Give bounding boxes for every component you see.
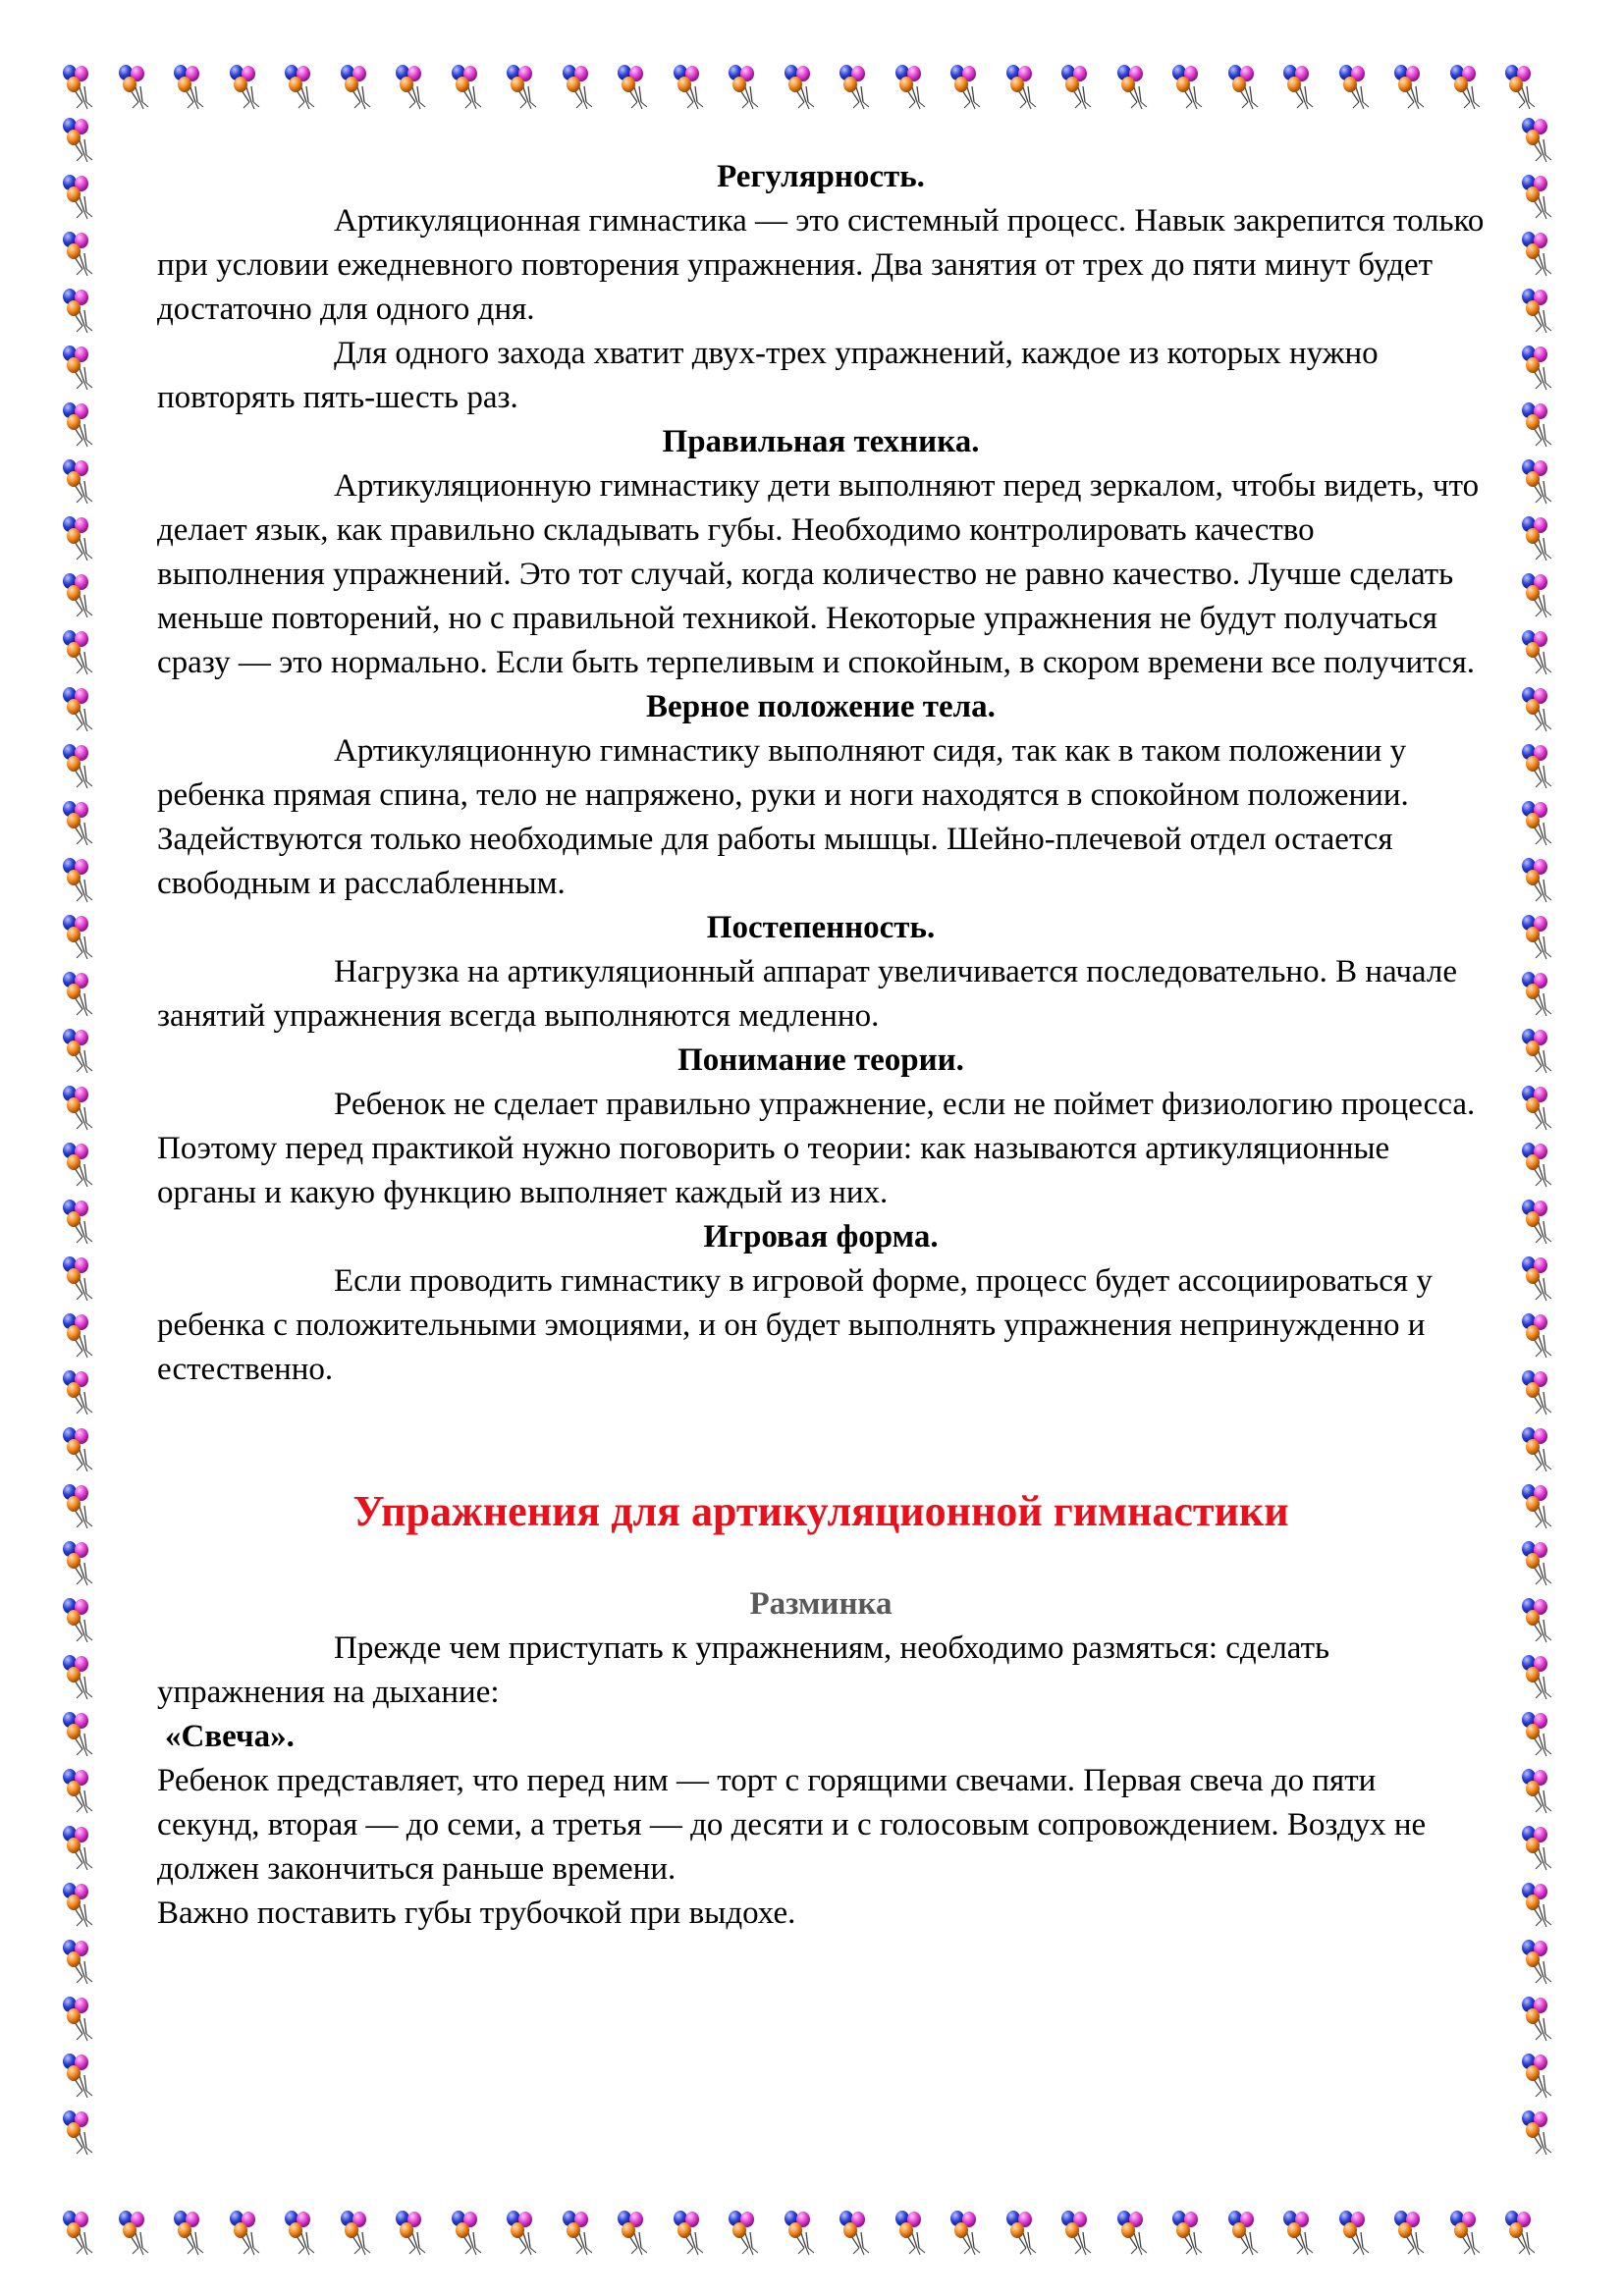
balloon-bunch-icon xyxy=(1172,65,1202,109)
balloon-bunch-icon xyxy=(174,65,203,109)
warmup-heading: Разминка xyxy=(749,1586,893,1622)
balloon-bunch-icon xyxy=(1283,2211,1313,2255)
balloon-bunch-icon xyxy=(507,2211,536,2255)
balloon-bunch-icon xyxy=(1522,1313,1551,1358)
balloon-bunch-icon xyxy=(63,1541,92,1585)
balloon-bunch-icon xyxy=(63,1143,92,1187)
balloon-bunch-icon xyxy=(1522,801,1551,845)
balloon-bunch-icon xyxy=(1117,2211,1147,2255)
balloon-bunch-icon xyxy=(230,65,259,109)
balloon-bunch-icon xyxy=(1117,65,1147,109)
balloon-bunch-icon xyxy=(1522,744,1551,788)
balloon-bunch-icon xyxy=(785,65,814,109)
exercise-name: «Свеча». xyxy=(165,1719,295,1754)
balloon-bunch-icon xyxy=(63,1484,92,1528)
balloon-bunch-icon xyxy=(1522,1143,1551,1187)
balloon-bunch-icon xyxy=(1522,1940,1551,1984)
balloon-bunch-icon xyxy=(341,2211,370,2255)
balloon-bunch-icon xyxy=(63,1598,92,1642)
balloon-bunch-icon xyxy=(1522,1029,1551,1073)
paragraph: Артикуляционная гимнастика — это системный процесс. Навык закрепится только при условии ежедневного повторения упражнения. Два занятия от трех до пяти минут будет достаточно для одного дня. xyxy=(157,203,1485,327)
balloon-bunch-icon xyxy=(1006,2211,1036,2255)
balloon-bunch-icon xyxy=(63,2054,92,2098)
balloon-bunch-icon xyxy=(729,65,758,109)
balloon-bunch-icon xyxy=(63,630,92,674)
paragraph: Артикуляционную гимнастику выполняют сидя, так как в таком положении у ребенка прямая спина, тело не напряжено, руки и ноги находятся в спокойном положении. Задействуются только необходимые для работы мышцы. Шейно-плечевой отдел остается свободным и расслабленным. xyxy=(157,733,1409,901)
balloon-bunch-icon xyxy=(341,65,370,109)
balloon-bunch-icon xyxy=(1172,2211,1202,2255)
balloon-bunch-icon xyxy=(63,744,92,788)
balloon-bunch-icon xyxy=(1522,402,1551,447)
balloon-bunch-icon xyxy=(1522,573,1551,617)
balloon-bunch-icon xyxy=(63,687,92,731)
balloon-bunch-icon xyxy=(1505,2211,1535,2255)
balloon-bunch-icon xyxy=(618,65,647,109)
balloon-bunch-icon xyxy=(63,175,92,219)
balloon-bunch-icon xyxy=(1522,1541,1551,1585)
paragraph: Ребенок не сделает правильно упражнение, если не поймет физиологию процесса. Поэтому перед практикой нужно поговорить о теории: как называются артикуляционные органы и какую функцию выполняет каждый из них. xyxy=(157,1087,1476,1210)
balloon-bunch-icon xyxy=(950,65,980,109)
balloon-bunch-icon xyxy=(1522,1769,1551,1813)
section-heading-body-position: Верное положение тела. xyxy=(646,689,996,724)
balloon-bunch-icon xyxy=(63,573,92,617)
paragraph: Прежде чем приступать к упражнениям, необходимо размяться: сделать упражнения на дыхание: xyxy=(157,1630,1330,1710)
exercises-title: Упражнения для артикуляционной гимнастики xyxy=(352,1487,1289,1535)
balloon-bunch-icon xyxy=(63,118,92,162)
balloon-bunch-icon xyxy=(63,1256,92,1301)
balloon-bunch-icon xyxy=(63,972,92,1016)
balloon-bunch-icon xyxy=(63,1427,92,1471)
paragraph: Для одного захода хватит двух-трех упражнений, каждое из которых нужно повторять пять-шесть раз. xyxy=(157,336,1379,415)
balloon-bunch-icon xyxy=(1522,289,1551,333)
paragraph: Артикуляционную гимнастику дети выполняют перед зеркалом, чтобы видеть, что делает язык, как правильно складывать губы. Необходимо контролировать качество выполнения упражнений. Это тот случай, когда количество не равно качество. Лучше сделать меньше повторений, но с правильной техникой. Некоторые упражнения не будут получаться сразу — это нормально. Если быть терпеливым и спокойным, в скором времени все получится. xyxy=(157,468,1480,680)
balloon-bunch-icon xyxy=(63,232,92,276)
balloon-bunch-icon xyxy=(1522,1883,1551,1927)
balloon-bunch-icon xyxy=(63,1313,92,1358)
balloon-bunch-icon xyxy=(452,65,481,109)
balloon-bunch-icon xyxy=(1522,346,1551,390)
balloon-bunch-icon xyxy=(1522,630,1551,674)
balloon-bunch-icon xyxy=(1394,2211,1424,2255)
balloon-bunch-icon xyxy=(63,2211,92,2255)
balloon-bunch-icon xyxy=(230,2211,259,2255)
balloon-bunch-icon xyxy=(63,1655,92,1699)
section-heading-technique: Правильная техника. xyxy=(662,424,980,459)
balloon-bunch-icon xyxy=(63,915,92,959)
balloon-bunch-icon xyxy=(1450,65,1480,109)
balloon-bunch-icon xyxy=(396,2211,425,2255)
balloon-bunch-icon xyxy=(1339,2211,1369,2255)
balloon-bunch-icon xyxy=(1339,65,1369,109)
balloon-bunch-icon xyxy=(1522,516,1551,561)
balloon-bunch-icon xyxy=(1522,118,1551,162)
balloon-bunch-icon xyxy=(839,2211,869,2255)
balloon-bunch-icon xyxy=(507,65,536,109)
balloon-bunch-icon xyxy=(674,2211,703,2255)
paragraph: Нагрузка на артикуляционный аппарат увеличивается последовательно. В начале занятий упражнения всегда выполняются медленно. xyxy=(157,954,1457,1034)
balloon-bunch-icon xyxy=(1522,1427,1551,1471)
balloon-bunch-icon xyxy=(174,2211,203,2255)
balloon-bunch-icon xyxy=(63,1769,92,1813)
balloon-bunch-icon xyxy=(1283,65,1313,109)
balloon-bunch-icon xyxy=(895,2211,925,2255)
balloon-bunch-icon xyxy=(1522,2110,1551,2155)
balloon-bunch-icon xyxy=(119,2211,148,2255)
balloon-bunch-icon xyxy=(1394,65,1424,109)
balloon-bunch-icon xyxy=(63,402,92,447)
paragraph: Если проводить гимнастику в игровой форме, процесс будет ассоциироваться у ребенка с положительными эмоциями, и он будет выполнять упражнения непринужденно и естественно. xyxy=(157,1263,1433,1387)
balloon-bunch-icon xyxy=(452,2211,481,2255)
section-heading-theory: Понимание теории. xyxy=(677,1042,964,1078)
balloon-bunch-icon xyxy=(1522,1256,1551,1301)
balloon-bunch-icon xyxy=(1522,915,1551,959)
balloon-bunch-icon xyxy=(63,1200,92,1244)
balloon-bunch-icon xyxy=(63,1997,92,2041)
balloon-bunch-icon xyxy=(1522,1655,1551,1699)
balloon-bunch-icon xyxy=(1522,1086,1551,1130)
balloon-bunch-icon xyxy=(63,1370,92,1415)
balloon-bunch-icon xyxy=(1061,2211,1091,2255)
balloon-bunch-icon xyxy=(729,2211,758,2255)
balloon-bunch-icon xyxy=(1228,65,1258,109)
balloon-bunch-icon xyxy=(563,2211,592,2255)
balloon-bunch-icon xyxy=(1006,65,1036,109)
balloon-bunch-icon xyxy=(1522,175,1551,219)
balloon-bunch-icon xyxy=(285,65,314,109)
balloon-bunch-icon xyxy=(63,289,92,333)
balloon-bunch-icon xyxy=(63,1086,92,1130)
balloon-bunch-icon xyxy=(1522,1712,1551,1756)
balloon-bunch-icon xyxy=(674,65,703,109)
balloon-bunch-icon xyxy=(63,65,92,109)
balloon-bunch-icon xyxy=(1522,1826,1551,1870)
section-heading-regularity: Регулярность. xyxy=(717,159,925,194)
balloon-bunch-icon xyxy=(63,459,92,504)
balloon-bunch-icon xyxy=(1522,687,1551,731)
balloon-bunch-icon xyxy=(63,516,92,561)
section-heading-gradualness: Постепенность. xyxy=(706,910,936,945)
balloon-bunch-icon xyxy=(1450,2211,1480,2255)
balloon-bunch-icon xyxy=(119,65,148,109)
balloon-bunch-icon xyxy=(1522,232,1551,276)
balloon-bunch-icon xyxy=(839,65,869,109)
balloon-bunch-icon xyxy=(1522,1997,1551,2041)
balloon-bunch-icon xyxy=(1522,2054,1551,2098)
balloon-bunch-icon xyxy=(1505,65,1535,109)
balloon-bunch-icon xyxy=(63,801,92,845)
balloon-bunch-icon xyxy=(895,65,925,109)
section-heading-game-form: Игровая форма. xyxy=(703,1219,939,1255)
balloon-bunch-icon xyxy=(1228,2211,1258,2255)
balloon-bunch-icon xyxy=(950,2211,980,2255)
balloon-bunch-icon xyxy=(1522,858,1551,902)
balloon-bunch-icon xyxy=(63,1940,92,1984)
balloon-bunch-icon xyxy=(396,65,425,109)
paragraph: Ребенок представляет, что перед ним — торт с горящими свечами. Первая свеча до пяти секунд, вторая — до семи, а третья — до десяти и с голосовым сопровождением. Воздух не должен закончиться раньше времени. xyxy=(157,1763,1427,1887)
balloon-bunch-icon xyxy=(1522,1200,1551,1244)
balloon-bunch-icon xyxy=(63,1826,92,1870)
balloon-bunch-icon xyxy=(618,2211,647,2255)
balloon-bunch-icon xyxy=(63,346,92,390)
balloon-bunch-icon xyxy=(63,1029,92,1073)
balloon-bunch-icon xyxy=(1522,972,1551,1016)
balloon-bunch-icon xyxy=(285,2211,314,2255)
paragraph: Важно поставить губы трубочкой при выдохе. xyxy=(157,1896,796,1931)
balloon-bunch-icon xyxy=(63,1883,92,1927)
balloon-bunch-icon xyxy=(1061,65,1091,109)
balloon-bunch-icon xyxy=(1522,459,1551,504)
balloon-bunch-icon xyxy=(1522,1370,1551,1415)
balloon-bunch-icon xyxy=(563,65,592,109)
balloon-bunch-icon xyxy=(63,858,92,902)
balloon-bunch-icon xyxy=(1522,1598,1551,1642)
balloon-bunch-icon xyxy=(1522,1484,1551,1528)
balloon-bunch-icon xyxy=(63,2110,92,2155)
balloon-bunch-icon xyxy=(63,1712,92,1756)
document-body xyxy=(157,155,1485,1936)
balloon-bunch-icon xyxy=(785,2211,814,2255)
